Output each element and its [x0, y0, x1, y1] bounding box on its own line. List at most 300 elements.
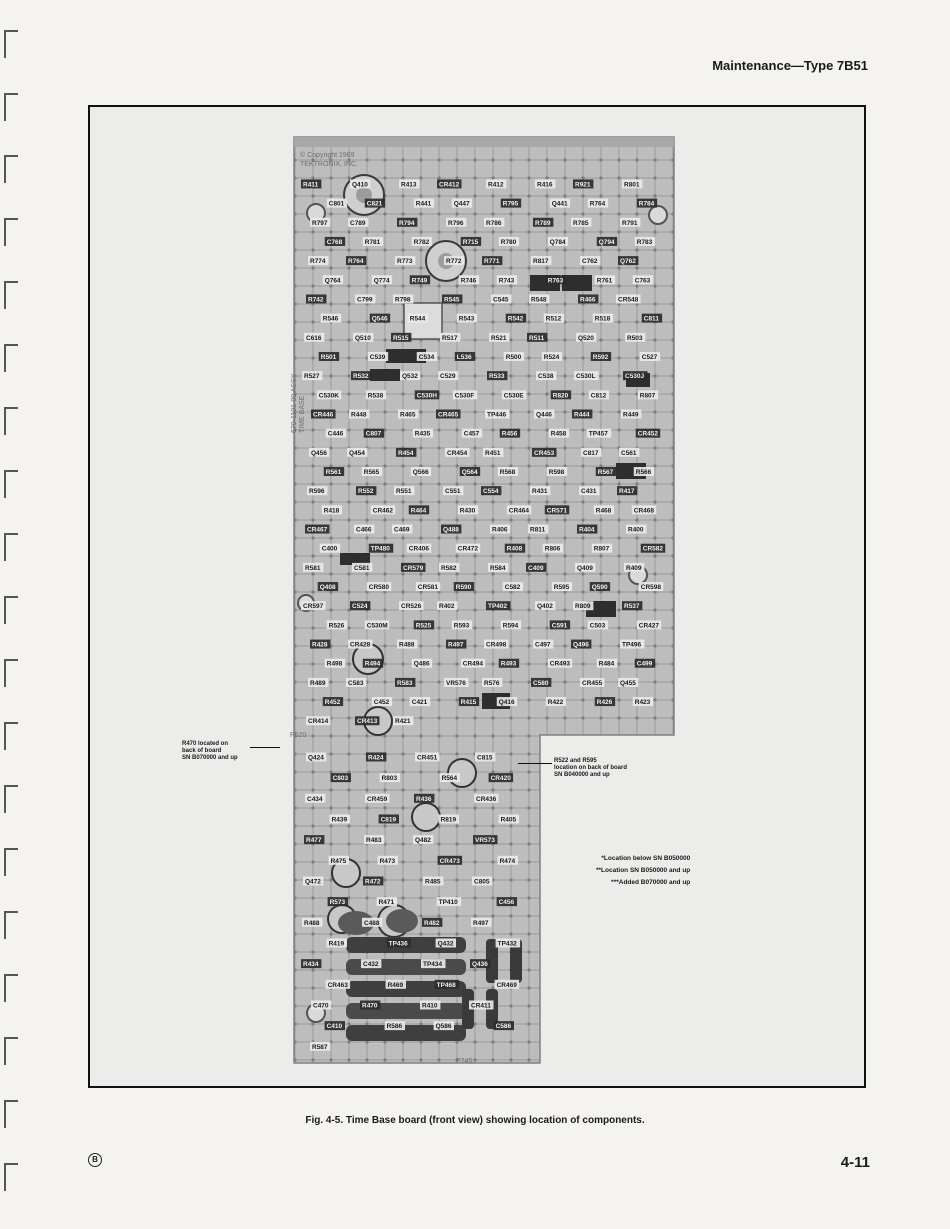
component-label: C805 [474, 878, 490, 886]
component-label: Q520 [578, 334, 594, 342]
binder-mark [4, 93, 18, 121]
component-label: CR467 [307, 526, 328, 534]
board-corner-label: P520 [290, 732, 307, 739]
component-label: R545 [444, 296, 460, 304]
component-label: R801 [624, 181, 640, 189]
component-label: TP402 [488, 603, 508, 611]
component-label: R567 [597, 469, 614, 477]
callout-left: R470 located on back of board SN B070000 and up [182, 741, 238, 761]
binder-mark [4, 281, 18, 309]
component-label: Q410 [352, 181, 368, 189]
component-label: C400 [321, 545, 338, 553]
component-label: Q784 [549, 238, 566, 246]
component-label: CR412 [439, 181, 460, 189]
component-label: R820 [552, 392, 569, 400]
component-label: Q488 [443, 526, 459, 534]
component-label: R564 [441, 775, 458, 783]
component-label: C545 [493, 296, 509, 304]
component-label: R780 [500, 238, 517, 246]
component-label: CR463 [327, 981, 348, 989]
component-label: R424 [368, 754, 384, 762]
component-label: CR428 [350, 641, 371, 649]
component-label: R456 [501, 430, 518, 438]
component-label: R590 [455, 584, 472, 592]
component-label: R526 [328, 622, 345, 630]
component-label: R473 [379, 857, 396, 865]
component-label: R773 [397, 258, 413, 266]
component-label: R783 [636, 238, 653, 246]
component-label: C527 [641, 353, 658, 361]
component-label: R488 [304, 919, 320, 927]
component-label: R807 [593, 545, 610, 553]
component-label: R532 [353, 373, 369, 381]
component-label: C763 [634, 277, 651, 285]
component-label: R764 [348, 258, 364, 266]
component-label: C530K [318, 392, 339, 400]
component-label: R796 [448, 219, 464, 227]
component-label: R441 [415, 200, 432, 208]
component-label: R426 [596, 699, 613, 707]
component-label: Q586 [435, 1023, 452, 1031]
component-label: C538 [538, 373, 554, 381]
component-label: R422 [547, 699, 564, 707]
component-label: R503 [627, 334, 643, 342]
component-label: R551 [396, 488, 412, 496]
component-label: CR598 [640, 584, 661, 592]
binder-mark [4, 848, 18, 876]
component-label: Q794 [598, 238, 615, 246]
component-label: R568 [499, 469, 516, 477]
component-label: Q408 [319, 584, 336, 592]
component-label: TP410 [438, 899, 458, 907]
page-number: 4-11 [840, 1154, 870, 1171]
note-item: *Location below SN B050000 [601, 855, 691, 862]
binder-mark [4, 722, 18, 750]
binder-mark [4, 155, 18, 183]
component-label: R794 [399, 219, 415, 227]
component-label: C503 [589, 622, 606, 630]
component-label: R511 [529, 334, 545, 342]
component-label: C583 [348, 679, 364, 687]
component-label: R594 [502, 622, 519, 630]
component-label: R596 [309, 488, 325, 496]
component-label: CR420 [490, 775, 511, 783]
component-label: C762 [582, 258, 598, 266]
component-label: CR452 [637, 430, 658, 438]
component-label: C530F [454, 392, 475, 400]
component-label: R485 [425, 878, 441, 886]
component-label: R592 [592, 353, 609, 361]
component-label: R448 [351, 411, 367, 419]
revision-mark: B [88, 1153, 102, 1167]
component-label: Q764 [324, 277, 341, 285]
component-label: R543 [458, 315, 475, 323]
component-label: R404 [579, 526, 595, 534]
component-label: R527 [304, 373, 320, 381]
component-label: R789 [535, 219, 551, 227]
component-label: R512 [545, 315, 562, 323]
component-label: C801 [328, 200, 345, 208]
component-label: TP436 [388, 940, 408, 948]
component-label: R416 [537, 181, 553, 189]
component-label: C530E [503, 392, 524, 400]
component-label: C466 [356, 526, 372, 534]
component-label: R743 [498, 277, 515, 285]
component-label: C488 [364, 919, 380, 927]
component-label: C457 [463, 430, 480, 438]
component-label: R452 [324, 699, 341, 707]
component-label: TP457 [588, 430, 608, 438]
component-label: R546 [322, 315, 339, 323]
component-label: R444 [574, 411, 590, 419]
component-label: CR413 [357, 718, 378, 726]
component-label: Q496 [573, 641, 589, 649]
component-label: C432 [363, 961, 379, 969]
component-label: TP480 [370, 545, 390, 553]
component-label: R469 [387, 981, 404, 989]
component-label: CR453 [534, 449, 555, 457]
component-label: CR498 [486, 641, 507, 649]
component-label: Q472 [305, 878, 321, 886]
component-label: R484 [598, 660, 615, 668]
binder-mark [4, 1163, 18, 1191]
component-label: R451 [485, 449, 501, 457]
component-label: R819 [440, 816, 457, 824]
component-label: R573 [329, 899, 346, 907]
component-label: R809 [575, 603, 591, 611]
component-label: Q564 [461, 469, 478, 477]
component-label: R771 [484, 258, 500, 266]
component-label: R494 [364, 660, 381, 668]
binder-mark [4, 533, 18, 561]
component-label: Q482 [415, 837, 431, 845]
component-label: C812 [590, 392, 607, 400]
component-label: R431 [532, 488, 548, 496]
component-label: Q546 [371, 315, 388, 323]
component-label: R797 [312, 219, 328, 227]
note-item: **Location SN B050000 and up [596, 867, 691, 874]
component-label: R423 [634, 699, 651, 707]
component-label: R537 [624, 603, 640, 611]
component-label: R468 [595, 507, 612, 515]
component-label: R470 [362, 1002, 378, 1010]
component-label: R811 [530, 526, 546, 534]
component-label: R412 [488, 181, 504, 189]
component-label: R471 [378, 899, 395, 907]
binder-mark [4, 911, 18, 939]
component-label: C530H [416, 392, 437, 400]
component-label: C539 [369, 353, 386, 361]
component-label: TP446 [487, 411, 507, 419]
component-label: CR472 [457, 545, 478, 553]
component-label: R565 [363, 469, 380, 477]
component-label: R517 [442, 334, 458, 342]
component-label: CR462 [372, 507, 393, 515]
component-label: R584 [490, 564, 506, 572]
component-label: R413 [401, 181, 417, 189]
component-label: R552 [358, 488, 374, 496]
component-label: C819 [380, 816, 397, 824]
component-label: C446 [327, 430, 344, 438]
component-label: R411 [303, 181, 319, 189]
component-label: R415 [460, 699, 477, 707]
component-label: R544 [409, 315, 426, 323]
component-label: R786 [486, 219, 502, 227]
component-label: R764 [589, 200, 606, 208]
component-label: R566 [635, 469, 652, 477]
component-label: R774 [310, 258, 326, 266]
component-label: Q774 [373, 277, 390, 285]
component-label: R598 [548, 469, 565, 477]
note-item: ***Added B070000 and up [611, 879, 691, 886]
component-label: C530L [576, 373, 596, 381]
component-label: Q416 [498, 699, 515, 707]
component-label: Q590 [591, 584, 608, 592]
component-label: C551 [445, 488, 461, 496]
component-label: R500 [505, 353, 522, 361]
component-label: Q436 [472, 961, 488, 969]
component-label: R742 [308, 296, 324, 304]
component-label: C811 [643, 315, 659, 323]
component-label: C431 [581, 488, 597, 496]
component-label: R409 [626, 564, 642, 572]
component-label: R400 [628, 526, 644, 534]
component-label: C581 [354, 564, 370, 572]
component-label: R466 [580, 296, 596, 304]
component-label: R472 [365, 878, 381, 886]
component-label: TP468 [436, 981, 456, 989]
component-label: C524 [352, 603, 368, 611]
component-label: R785 [573, 219, 589, 227]
component-label: R749 [411, 277, 428, 285]
component-label: R439 [331, 816, 348, 824]
component-label: R561 [325, 469, 342, 477]
component-label: R784 [638, 200, 655, 208]
component-label: R434 [303, 961, 319, 969]
component-label: R795 [502, 200, 519, 208]
component-label: R418 [323, 507, 340, 515]
component-label: TP496 [622, 641, 642, 649]
component-label: CR468 [633, 507, 654, 515]
board-assembly-label: TIME BASE [299, 395, 306, 433]
component-label: R803 [381, 775, 398, 783]
component-label: R436 [416, 795, 432, 803]
component-label: Q455 [620, 679, 636, 687]
component-label: CR580 [368, 584, 389, 592]
component-label: C799 [357, 296, 373, 304]
component-label: R583 [397, 679, 413, 687]
component-label: Q566 [412, 469, 429, 477]
location-notes [596, 853, 690, 889]
component-label: C410 [326, 1023, 343, 1031]
component-label: CR597 [303, 603, 324, 611]
binder-mark [4, 470, 18, 498]
binder-mark [4, 596, 18, 624]
component-label: C452 [373, 699, 390, 707]
component-label: R449 [623, 411, 639, 419]
component-label: CR579 [403, 564, 424, 572]
component-label: R408 [506, 545, 523, 553]
component-label: CR494 [462, 660, 483, 668]
component-label: R586 [386, 1023, 403, 1031]
component-label: R477 [306, 837, 322, 845]
component-label: R746 [460, 277, 477, 285]
binder-mark [4, 30, 18, 58]
component-label: CR464 [508, 507, 529, 515]
component-label: CR469 [496, 981, 517, 989]
callout-right: R522 and R595 location on back of board SN B040000 and up [554, 758, 628, 778]
component-label: CR526 [401, 603, 422, 611]
component-label: R515 [393, 334, 409, 342]
component-label: C530M [366, 622, 388, 630]
component-label: R501 [320, 353, 337, 361]
component-label: R458 [550, 430, 567, 438]
component-label: R782 [413, 238, 430, 246]
component-label: R406 [492, 526, 508, 534]
figure-frame [88, 105, 866, 1088]
component-label: C768 [326, 238, 343, 246]
board-connector-label: P745 [456, 1058, 473, 1065]
component-label: R489 [310, 679, 326, 687]
board-assembly-number: 670-1101-00 ASSY [291, 373, 298, 433]
component-label: R807 [639, 392, 656, 400]
component-label: TP432 [497, 940, 517, 948]
component-label: R791 [622, 219, 638, 227]
component-label: CR436 [476, 795, 497, 803]
component-label: C789 [350, 219, 366, 227]
component-label: R817 [533, 258, 549, 266]
component-label: R538 [367, 392, 384, 400]
circuit-board-photo [286, 133, 680, 1065]
component-label: C470 [313, 1002, 329, 1010]
component-label: R435 [414, 430, 431, 438]
board-maker: TEKTRONIX, INC. [300, 161, 358, 168]
binder-mark [4, 785, 18, 813]
component-label: R595 [553, 584, 570, 592]
component-label: Q424 [308, 754, 324, 762]
component-label: R497 [448, 641, 464, 649]
component-label: CR548 [618, 296, 639, 304]
component-label: C817 [583, 449, 599, 457]
component-label: Q432 [437, 940, 454, 948]
component-label: R533 [489, 373, 505, 381]
component-label: R498 [326, 660, 343, 668]
component-label: R524 [543, 353, 560, 361]
component-label: Q532 [402, 373, 418, 381]
component-label: CR446 [313, 411, 334, 419]
component-label: CR571 [546, 507, 567, 515]
component-label: R525 [415, 622, 432, 630]
component-label: C815 [477, 754, 493, 762]
component-label: R417 [619, 488, 635, 496]
binder-mark [4, 1037, 18, 1065]
callout-arrow-left [250, 747, 280, 748]
component-label: R587 [312, 1043, 328, 1051]
component-label: R921 [575, 181, 591, 189]
component-label: R582 [441, 564, 457, 572]
component-label: C561 [621, 449, 637, 457]
component-label: R493 [500, 660, 517, 668]
component-label: R761 [596, 277, 613, 285]
component-label: CR459 [367, 795, 388, 803]
component-label: C803 [332, 775, 349, 783]
component-label: C499 [636, 660, 653, 668]
page-header-title: Maintenance—Type 7B51 [712, 58, 868, 73]
component-label: CR454 [447, 449, 468, 457]
component-label: R576 [484, 679, 500, 687]
component-label: L536 [456, 353, 472, 361]
component-label: CR455 [582, 679, 603, 687]
component-label: R421 [395, 718, 411, 726]
callout-arrow-right [518, 763, 552, 764]
component-label: C469 [394, 526, 410, 534]
component-label: CR581 [417, 584, 438, 592]
component-label: C554 [483, 488, 499, 496]
component-label: C409 [528, 564, 544, 572]
component-label: C434 [307, 795, 323, 803]
binder-mark [4, 407, 18, 435]
component-label: VR576 [446, 679, 466, 687]
component-label: R715 [462, 238, 479, 246]
component-label: C616 [306, 334, 322, 342]
component-label: R410 [422, 1002, 438, 1010]
component-label: R483 [366, 837, 382, 845]
component-label: CR582 [642, 545, 663, 553]
component-label: C582 [504, 584, 521, 592]
component-label: TP434 [423, 961, 443, 969]
component-label: CR427 [638, 622, 659, 630]
component-label: R402 [439, 603, 455, 611]
component-label: C586 [495, 1023, 512, 1031]
component-label: R518 [594, 315, 611, 323]
binder-mark [4, 974, 18, 1002]
component-label: CR473 [439, 857, 460, 865]
component-label: C591 [551, 622, 568, 630]
component-label: R419 [328, 940, 345, 948]
component-label: C580 [533, 679, 549, 687]
component-label: R763 [547, 277, 564, 285]
component-label: Q456 [311, 449, 327, 457]
component-label: Q402 [537, 603, 553, 611]
component-label: R430 [459, 507, 476, 515]
component-label: R806 [544, 545, 561, 553]
component-label: R488 [399, 641, 415, 649]
board-copyright: © Copyright 1969 [300, 152, 355, 159]
component-label: R548 [531, 296, 547, 304]
binder-mark [4, 659, 18, 687]
binder-mark [4, 218, 18, 246]
component-label: C497 [535, 641, 551, 649]
component-label: R465 [400, 411, 416, 419]
component-label: CR493 [549, 660, 570, 668]
component-label: R464 [410, 507, 427, 515]
component-label: R772 [446, 258, 462, 266]
component-label: CR465 [438, 411, 459, 419]
component-label: Q510 [355, 334, 371, 342]
component-label: C421 [411, 699, 428, 707]
component-label: CR451 [417, 754, 438, 762]
component-label: R542 [507, 315, 524, 323]
component-label: C807 [365, 430, 382, 438]
component-label: Q409 [577, 564, 593, 572]
component-label: Q454 [349, 449, 365, 457]
component-label: R781 [364, 238, 381, 246]
component-label: R475 [330, 857, 347, 865]
component-label: C534 [418, 353, 435, 361]
component-label: C456 [498, 899, 515, 907]
component-label: R798 [395, 296, 411, 304]
component-label: R497 [473, 919, 489, 927]
